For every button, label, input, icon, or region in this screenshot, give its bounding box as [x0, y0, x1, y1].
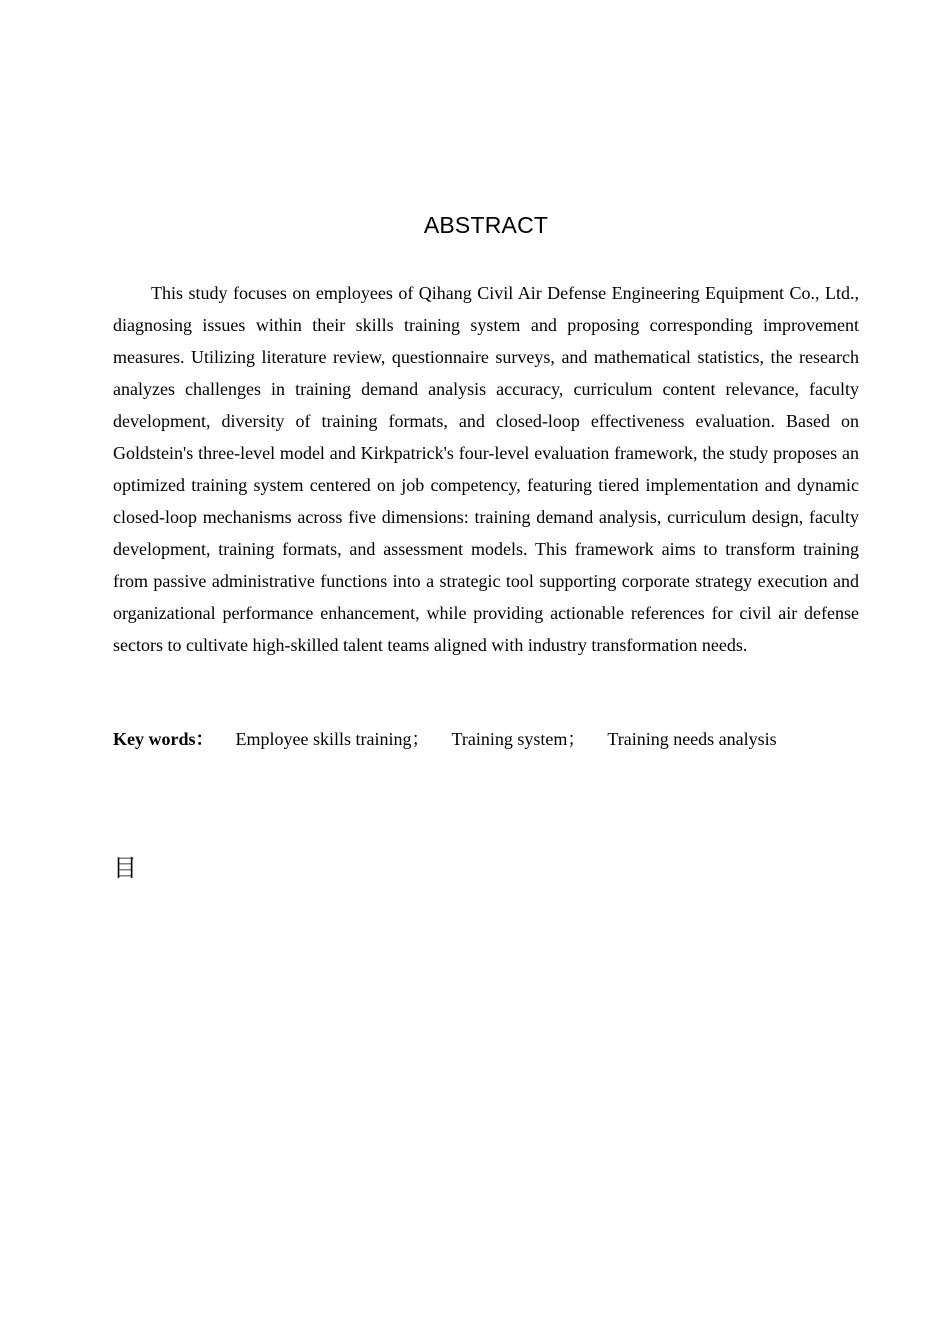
keyword-item: Training needs analysis [607, 729, 777, 749]
keywords-line [113, 723, 873, 755]
abstract-body: This study focuses on employees of Qihang Civil Air Defense Engineering Equipment Co., Ltd., diagnosing issues within their skills training system and proposing corresponding improvement measures. Utilizing literature review, questionnaire surveys, and mathematical statistics, the research analyzes challenges in training demand analysis accuracy, curriculum content relevance, faculty development, diversity of training formats, and closed-loop effectiveness evaluation. Based on Goldstein's three-level model and Kirkpatrick's four-level evaluation framework, the study proposes an optimized training system centered on job competency, featuring tiered implementation and dynamic closed-loop mechanisms across five dimensions: training demand analysis, curriculum design, faculty development, training formats, and assessment models. This framework aims to transform training from passive administrative functions into a strategic tool supporting corporate strategy execution and organizational performance enhancement, while providing actionable references for civil air defense sectors to cultivate high-skilled talent teams aligned with industry transformation needs. [113, 283, 859, 655]
abstract-title: ABSTRACT [423, 212, 549, 238]
keywords-label: Key words： [113, 729, 214, 749]
keyword-item: Employee skills training； [235, 729, 430, 749]
toc-heading: 目 [113, 854, 137, 882]
keyword-item: Training system； [451, 729, 586, 749]
